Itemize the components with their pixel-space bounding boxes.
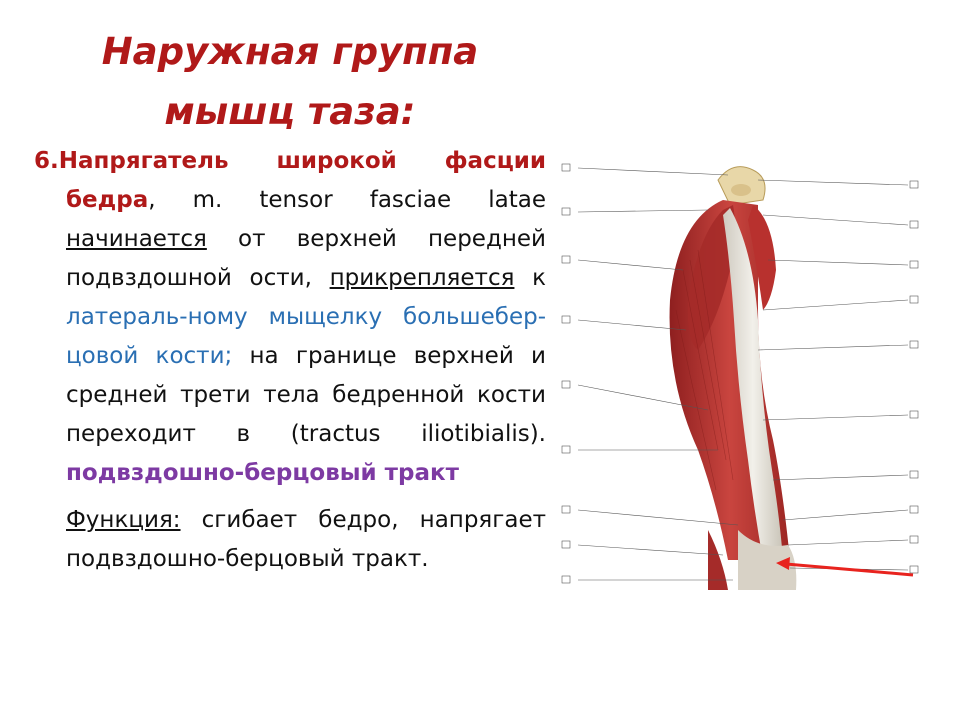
title-line-1: Наружная группа (101, 30, 479, 73)
function-text: сгибает бедро, напрягает подвздошно-берцовый тракт. (66, 507, 546, 572)
muscle-name-latin: , m. tensor fasciae latae (148, 187, 546, 213)
right-label-boxes (910, 181, 918, 573)
slide-title (60, 22, 520, 142)
insertion-target: латераль-ному мыщелку большебер-цовой кости; (66, 304, 546, 369)
bone-detail (731, 184, 751, 196)
muscle-description (34, 142, 546, 493)
left-label-boxes (562, 164, 570, 583)
insertion-label: прикрепляется (329, 265, 515, 291)
item-number: 6. (34, 148, 59, 174)
function-label: Функция: (66, 507, 181, 533)
slide-body (34, 142, 546, 579)
thigh-muscles-illustration (558, 150, 930, 600)
red-arrow (776, 557, 913, 575)
function-description (34, 501, 546, 579)
tract-name: подвздошно-берцовый тракт (66, 460, 459, 486)
insertion-prep: к (514, 265, 546, 291)
continuation-text: на границе верхней и средней трети тела бедренной кости переходит в (tractus iliotibialis). (66, 343, 546, 447)
origin-label: начинается (66, 226, 207, 252)
anatomy-figure-svg (558, 150, 930, 600)
origin-text: от верхней передней подвздошной ости, (66, 226, 546, 291)
muscle-name-ru: Напрягатель широкой фасции бедра (58, 148, 546, 213)
title-line-2: мышц таза: (164, 90, 416, 133)
